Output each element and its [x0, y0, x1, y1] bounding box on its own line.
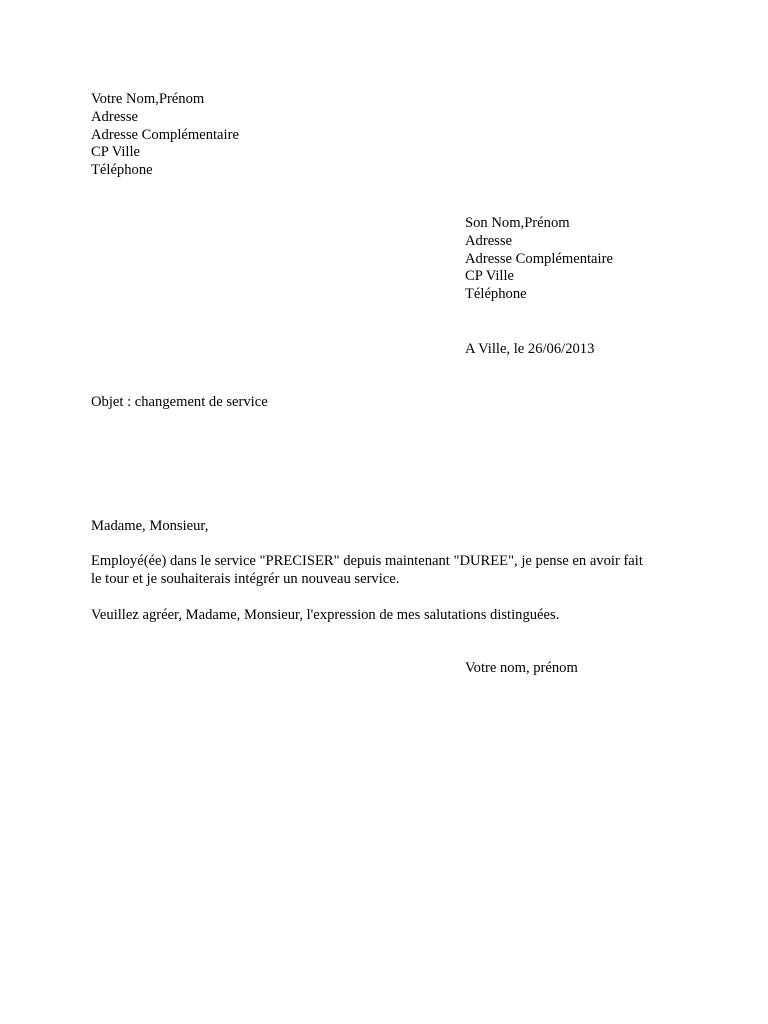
recipient-address: Adresse	[465, 232, 513, 249]
recipient-name: Son Nom,Prénom	[465, 215, 570, 231]
recipient-address-extra: Adresse Complémentaire	[465, 250, 613, 267]
sender-address-extra: Adresse Complémentaire	[91, 126, 239, 143]
sender-name: Votre Nom,Prénom	[91, 91, 205, 107]
date-line	[465, 341, 594, 359]
recipient-phone: Téléphone	[465, 286, 527, 303]
salutation-text: Madame, Monsieur,	[91, 518, 209, 534]
signature-text: Votre nom, prénom	[465, 660, 578, 676]
subject-text: Objet : changement de service	[91, 394, 268, 410]
body-line-1: Employé(ée) dans le service "PRECISER" depuis maintenant "DUREE", je pense en avoir fait	[91, 553, 643, 569]
body-paragraph	[91, 553, 643, 589]
body-line-2: le tour et je souhaiterais intégrér un nouveau service.	[91, 570, 400, 587]
closing-text: Veuillez agréer, Madame, Monsieur, l'expression de mes salutations distinguées.	[91, 607, 560, 623]
sender-address-block	[91, 91, 239, 180]
sender-city: CP Ville	[91, 144, 140, 161]
sender-address: Adresse	[91, 108, 139, 125]
sender-phone: Téléphone	[91, 162, 153, 179]
recipient-city: CP Ville	[465, 268, 514, 285]
recipient-address-block	[465, 215, 613, 304]
signature-block	[465, 660, 578, 678]
date-text: A Ville, le 26/06/2013	[465, 341, 595, 357]
salutation	[91, 518, 208, 536]
subject-line	[91, 394, 268, 412]
closing-formula	[91, 607, 559, 625]
